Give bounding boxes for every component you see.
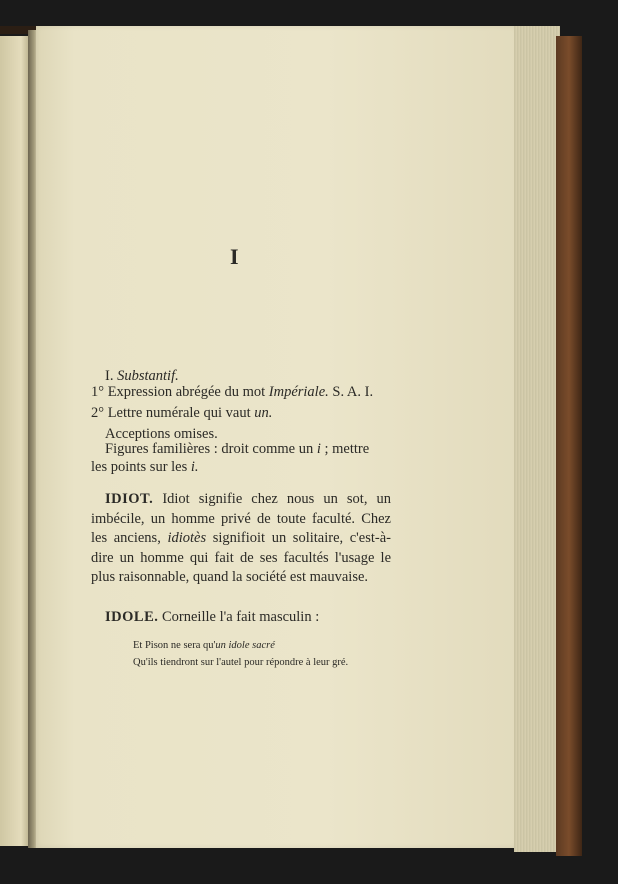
entry-i-pos: Substantif.: [117, 368, 179, 384]
section-letter: I: [230, 244, 239, 269]
sense-1-word: Impériale.: [268, 384, 329, 400]
familiar-text: Figures familières : droit comme un: [105, 441, 314, 457]
familiar-rest: ; mettre: [324, 441, 370, 457]
entry-i-familiar-line-2: [91, 459, 199, 476]
book-cover-spine: [556, 36, 582, 856]
entry-i-familiar-line-1: [105, 441, 369, 458]
entry-i-sense-2: [91, 405, 272, 422]
sense-2-word: un.: [254, 405, 273, 421]
sense-1-number: 1°: [91, 384, 105, 400]
verse-line-2: Qu'ils tiendront sur l'autel pour répondre à leur gré.: [133, 657, 349, 668]
sense-1-text: Expression abrégée du mot: [107, 384, 266, 400]
entry-idiot-text-a: Idiot signifie chez nous un sot, un imbécile, un homme privé de toute faculté. Chez les anciens,: [91, 491, 391, 546]
sense-2-text: Lettre numérale qui vaut: [107, 405, 251, 421]
entry-idole: [105, 609, 319, 626]
verse-1-part-a: Et Pison ne sera qu': [133, 640, 216, 651]
entry-idiot-text-b: signifioit un solitaire, c'est-à-dire un homme qui fait de ses facultés l'usage le plus raisonnable, quand la société est mauvaise.: [91, 530, 391, 585]
sense-2-number: 2°: [91, 405, 105, 421]
page-fore-edges: [514, 26, 560, 852]
familiar-i: i: [316, 441, 321, 457]
entry-i-sense-1: [91, 384, 373, 401]
entry-idole-text: Corneille l'a fait masculin :: [162, 609, 320, 625]
entry-idiot: [91, 490, 391, 588]
verse-1-part-b: un idole sacré: [215, 640, 275, 651]
entry-idole-headword: IDOLE.: [105, 609, 159, 625]
left-page-edge: [0, 36, 30, 846]
familiar-line-2-text: les points sur les: [91, 459, 188, 475]
entry-i-omitted: Acceptions omises.: [105, 426, 218, 442]
verse-line-1: [133, 640, 275, 651]
entry-idiot-greek: idiotès: [167, 530, 207, 546]
entry-i-heading-line: [105, 368, 179, 385]
entry-i-heading: I.: [105, 368, 114, 384]
sense-1-abbr: S. A. I.: [332, 384, 374, 400]
entry-idiot-headword: IDIOT.: [105, 491, 154, 507]
familiar-i-2: i.: [190, 459, 199, 475]
